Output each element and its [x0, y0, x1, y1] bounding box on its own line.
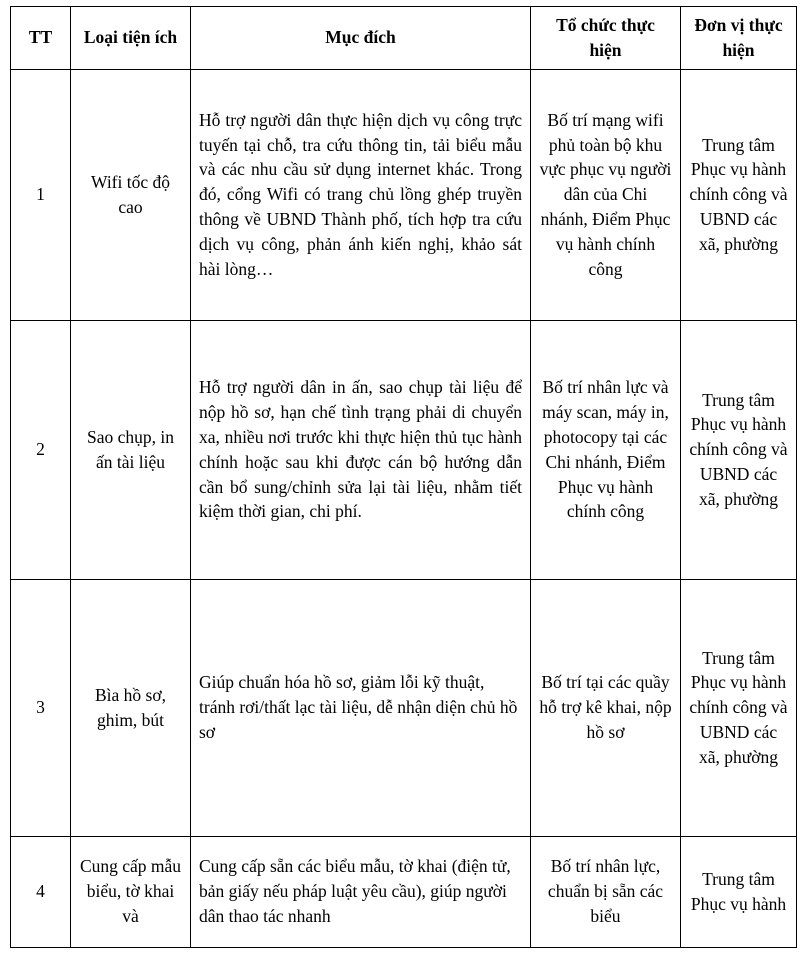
cell-tt: 1 [11, 69, 71, 320]
table-row [11, 579, 797, 836]
cell-tt: 4 [11, 836, 71, 947]
cell-organization: Bố trí nhân lực, chuẩn bị sẵn các biểu [531, 836, 681, 947]
cell-type: Wifi tốc độ cao [71, 69, 191, 320]
cell-type: Cung cấp mẫu biểu, tờ khai và [71, 836, 191, 947]
column-header-tt: TT [11, 7, 71, 70]
cell-tt: 3 [11, 579, 71, 836]
table-header-row [11, 7, 797, 70]
table-header [11, 7, 797, 70]
cell-type: Bìa hồ sơ, ghim, bút [71, 579, 191, 836]
cell-organization: Bố trí tại các quầy hỗ trợ kê khai, nộp hồ sơ [531, 579, 681, 836]
utilities-table [10, 6, 797, 948]
cell-tt: 2 [11, 320, 71, 579]
column-header-organization: Tổ chức thực hiện [531, 7, 681, 70]
cell-organization: Bố trí mạng wifi phủ toàn bộ khu vực phục vụ người dân của Chi nhánh, Điểm Phục vụ hành chính công [531, 69, 681, 320]
cell-unit: Trung tâm Phục vụ hành chính công và UBND các xã, phường [681, 579, 797, 836]
cell-unit: Trung tâm Phục vụ hành [681, 836, 797, 947]
table-row [11, 320, 797, 579]
cell-purpose: Hỗ trợ người dân thực hiện dịch vụ công trực tuyến tại chỗ, tra cứu thông tin, tải biểu mẫu và các nhu cầu sử dụng internet khác. Trong đó, cổng Wifi có trang chủ lồng ghép truyền thông về UBND Thành phố, tích hợp tra cứu dịch vụ công, phản ánh kiến nghị, khảo sát hài lòng… [191, 69, 531, 320]
table-row [11, 836, 797, 947]
table-row [11, 69, 797, 320]
cell-purpose: Cung cấp sẵn các biểu mẫu, tờ khai (điện tử, bản giấy nếu pháp luật yêu cầu), giúp người dân thao tác nhanh [191, 836, 531, 947]
cell-organization: Bố trí nhân lực và máy scan, máy in, photocopy tại các Chi nhánh, Điểm Phục vụ hành chính công [531, 320, 681, 579]
column-header-unit: Đơn vị thực hiện [681, 7, 797, 70]
cell-unit: Trung tâm Phục vụ hành chính công và UBND các xã, phường [681, 320, 797, 579]
table-body [11, 69, 797, 947]
cell-type: Sao chụp, in ấn tài liệu [71, 320, 191, 579]
cell-unit: Trung tâm Phục vụ hành chính công và UBND các xã, phường [681, 69, 797, 320]
column-header-type: Loại tiện ích [71, 7, 191, 70]
column-header-purpose: Mục đích [191, 7, 531, 70]
cell-purpose: Hỗ trợ người dân in ấn, sao chụp tài liệu để nộp hồ sơ, hạn chế tình trạng phải di chuyển xa, nhiều nơi trước khi thực hiện thủ tục hành chính hoặc sau khi được cán bộ hướng dẫn cần bổ sung/chỉnh sửa lại tài liệu, nhằm tiết kiệm thời gian, chi phí. [191, 320, 531, 579]
cell-purpose: Giúp chuẩn hóa hồ sơ, giảm lỗi kỹ thuật, tránh rơi/thất lạc tài liệu, dễ nhận diện chủ hồ sơ [191, 579, 531, 836]
